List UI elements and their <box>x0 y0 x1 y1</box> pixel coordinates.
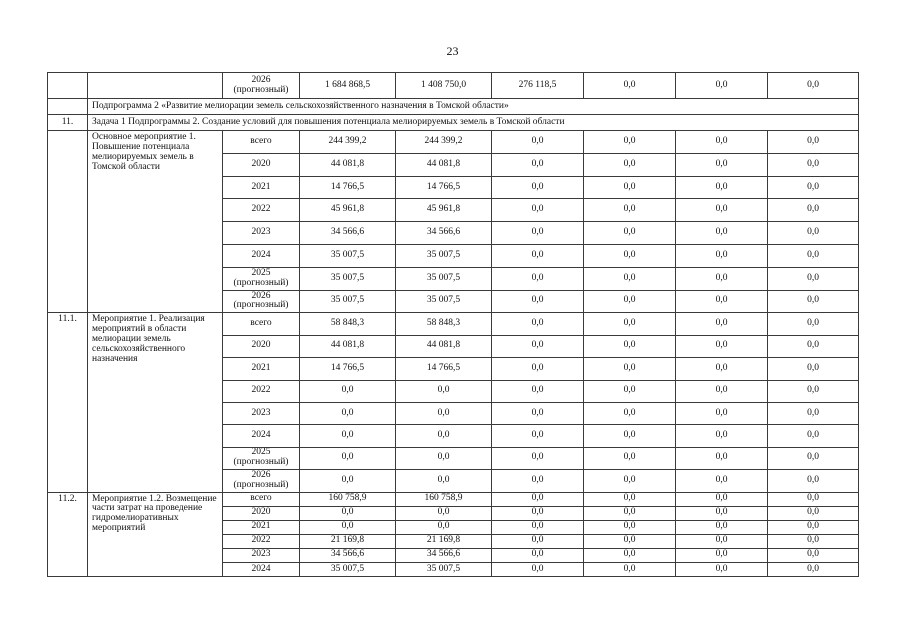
task-title: Задача 1 Подпрограммы 2. Создание условий для повышения потенциала мелиорируемых земель в Томской области <box>88 115 859 131</box>
value-cell: 0,0 <box>584 290 676 313</box>
value-cell: 0,0 <box>676 470 768 492</box>
value-cell: 44 081,8 <box>300 335 396 357</box>
table-row <box>48 73 859 99</box>
value-cell: 0,0 <box>492 358 584 380</box>
value-cell: 0,0 <box>492 447 584 469</box>
value-cell: 0,0 <box>396 402 492 424</box>
item-number <box>48 131 88 313</box>
value-cell: 45 961,8 <box>300 199 396 222</box>
value-cell: 21 169,8 <box>300 534 396 548</box>
number-cell <box>48 99 88 115</box>
value-cell: 0,0 <box>768 267 859 290</box>
year-cell: 2022 <box>223 534 300 548</box>
value-cell: 35 007,5 <box>396 290 492 313</box>
value-cell: 0,0 <box>768 358 859 380</box>
task-row <box>48 115 859 131</box>
value-cell: 0,0 <box>768 380 859 402</box>
value-cell: 0,0 <box>300 447 396 469</box>
value-cell: 0,0 <box>768 520 859 534</box>
value-cell: 0,0 <box>584 470 676 492</box>
value-cell: 0,0 <box>768 506 859 520</box>
value-cell: 0,0 <box>768 153 859 176</box>
table-row <box>48 313 859 335</box>
value-cell: 0,0 <box>492 402 584 424</box>
value-cell: 160 758,9 <box>300 492 396 506</box>
value-cell: 35 007,5 <box>300 267 396 290</box>
value-cell: 0,0 <box>768 335 859 357</box>
value-cell: 0,0 <box>676 562 768 576</box>
value-cell: 0,0 <box>676 267 768 290</box>
value-cell: 0,0 <box>676 244 768 267</box>
value-cell: 21 169,8 <box>396 534 492 548</box>
value-cell: 0,0 <box>300 520 396 534</box>
table-row <box>48 492 859 506</box>
value-cell: 1 684 868,5 <box>300 73 396 99</box>
value-cell: 0,0 <box>584 176 676 199</box>
year-cell: 2024 <box>223 562 300 576</box>
value-cell: 0,0 <box>300 402 396 424</box>
value-cell: 14 766,5 <box>396 358 492 380</box>
page-number: 23 <box>446 44 459 58</box>
value-cell: 0,0 <box>396 506 492 520</box>
value-cell: 0,0 <box>676 506 768 520</box>
value-cell: 0,0 <box>492 267 584 290</box>
item-number: 11.1. <box>48 313 88 492</box>
value-cell: 0,0 <box>492 153 584 176</box>
value-cell: 0,0 <box>676 548 768 562</box>
year-cell: 2024 <box>223 244 300 267</box>
value-cell: 244 399,2 <box>300 131 396 154</box>
year-cell: 2025 (прогнозный) <box>223 267 300 290</box>
task-number: 11. <box>48 115 88 131</box>
value-cell: 0,0 <box>300 470 396 492</box>
value-cell: 0,0 <box>492 244 584 267</box>
year-cell: 2022 <box>223 199 300 222</box>
value-cell: 0,0 <box>676 153 768 176</box>
value-cell: 0,0 <box>492 222 584 245</box>
value-cell: 0,0 <box>584 447 676 469</box>
value-cell: 0,0 <box>768 534 859 548</box>
value-cell: 0,0 <box>492 199 584 222</box>
value-cell: 160 758,9 <box>396 492 492 506</box>
value-cell: 0,0 <box>768 199 859 222</box>
value-cell: 0,0 <box>768 548 859 562</box>
value-cell: 0,0 <box>492 506 584 520</box>
year-cell: 2020 <box>223 153 300 176</box>
value-cell: 0,0 <box>492 548 584 562</box>
value-cell: 0,0 <box>676 402 768 424</box>
value-cell: 35 007,5 <box>300 244 396 267</box>
value-cell: 0,0 <box>768 131 859 154</box>
year-cell: 2020 <box>223 335 300 357</box>
name-cell <box>88 73 223 99</box>
subprogram-row <box>48 99 859 115</box>
value-cell: 0,0 <box>768 425 859 447</box>
value-cell: 0,0 <box>676 380 768 402</box>
value-cell: 35 007,5 <box>396 267 492 290</box>
number-cell <box>48 73 88 99</box>
value-cell: 0,0 <box>768 470 859 492</box>
value-cell: 0,0 <box>492 562 584 576</box>
value-cell: 276 118,5 <box>492 73 584 99</box>
value-cell: 14 766,5 <box>396 176 492 199</box>
value-cell: 0,0 <box>584 380 676 402</box>
value-cell: 0,0 <box>492 380 584 402</box>
value-cell: 0,0 <box>492 335 584 357</box>
year-cell: всего <box>223 313 300 335</box>
subprogram-title: Подпрограмма 2 «Развитие мелиорации земель сельскохозяйственного назначения в Томской области» <box>88 99 859 115</box>
value-cell: 0,0 <box>768 562 859 576</box>
value-cell: 0,0 <box>768 447 859 469</box>
value-cell: 0,0 <box>584 534 676 548</box>
value-cell: 0,0 <box>396 470 492 492</box>
value-cell: 0,0 <box>676 534 768 548</box>
value-cell: 14 766,5 <box>300 358 396 380</box>
value-cell: 0,0 <box>584 402 676 424</box>
value-cell: 0,0 <box>300 425 396 447</box>
value-cell: 0,0 <box>584 153 676 176</box>
year-cell: 2022 <box>223 380 300 402</box>
value-cell: 0,0 <box>492 492 584 506</box>
value-cell: 0,0 <box>676 425 768 447</box>
value-cell: 0,0 <box>584 335 676 357</box>
table-row <box>48 131 859 154</box>
value-cell: 0,0 <box>768 313 859 335</box>
value-cell: 0,0 <box>396 380 492 402</box>
value-cell: 34 566,6 <box>396 222 492 245</box>
value-cell: 0,0 <box>396 447 492 469</box>
value-cell: 0,0 <box>676 520 768 534</box>
value-cell: 0,0 <box>584 73 676 99</box>
value-cell: 0,0 <box>676 290 768 313</box>
value-cell: 0,0 <box>584 131 676 154</box>
value-cell: 0,0 <box>492 176 584 199</box>
value-cell: 0,0 <box>492 131 584 154</box>
value-cell: 14 766,5 <box>300 176 396 199</box>
year-cell: 2026 (прогнозный) <box>223 290 300 313</box>
year-cell: всего <box>223 492 300 506</box>
value-cell: 0,0 <box>584 425 676 447</box>
value-cell: 34 566,6 <box>300 548 396 562</box>
value-cell: 0,0 <box>584 313 676 335</box>
value-cell: 0,0 <box>492 425 584 447</box>
value-cell: 0,0 <box>300 380 396 402</box>
value-cell: 35 007,5 <box>300 290 396 313</box>
item-name: Мероприятие 1.2. Возмещение части затрат на проведение гидромелиоративных мероприятий <box>88 492 223 577</box>
value-cell: 0,0 <box>584 267 676 290</box>
value-cell: 34 566,6 <box>300 222 396 245</box>
budget-table <box>47 72 859 577</box>
year-cell: всего <box>223 131 300 154</box>
value-cell: 44 081,8 <box>396 335 492 357</box>
value-cell: 35 007,5 <box>300 562 396 576</box>
value-cell: 0,0 <box>768 402 859 424</box>
value-cell: 0,0 <box>584 492 676 506</box>
value-cell: 0,0 <box>676 358 768 380</box>
value-cell: 244 399,2 <box>396 131 492 154</box>
value-cell: 0,0 <box>768 290 859 313</box>
value-cell: 45 961,8 <box>396 199 492 222</box>
value-cell: 0,0 <box>768 73 859 99</box>
year-cell: 2023 <box>223 402 300 424</box>
value-cell: 0,0 <box>676 222 768 245</box>
year-cell: 2026 (прогнозный) <box>223 470 300 492</box>
value-cell: 0,0 <box>584 506 676 520</box>
year-cell: 2024 <box>223 425 300 447</box>
value-cell: 0,0 <box>584 199 676 222</box>
value-cell: 0,0 <box>676 199 768 222</box>
value-cell: 0,0 <box>768 492 859 506</box>
value-cell: 0,0 <box>676 447 768 469</box>
value-cell: 0,0 <box>676 131 768 154</box>
item-number: 11.2. <box>48 492 88 577</box>
value-cell: 44 081,8 <box>396 153 492 176</box>
year-cell: 2025 (прогнозный) <box>223 447 300 469</box>
value-cell: 0,0 <box>584 244 676 267</box>
value-cell: 0,0 <box>676 335 768 357</box>
value-cell: 0,0 <box>492 534 584 548</box>
item-name: Мероприятие 1. Реализация мероприятий в области мелиорации земель сельскохозяйственного назначения <box>88 313 223 492</box>
value-cell: 0,0 <box>676 313 768 335</box>
value-cell: 0,0 <box>492 313 584 335</box>
value-cell: 0,0 <box>300 506 396 520</box>
value-cell: 0,0 <box>768 244 859 267</box>
value-cell: 35 007,5 <box>396 244 492 267</box>
value-cell: 0,0 <box>584 358 676 380</box>
year-cell: 2021 <box>223 176 300 199</box>
value-cell: 0,0 <box>676 73 768 99</box>
value-cell: 34 566,6 <box>396 548 492 562</box>
value-cell: 0,0 <box>768 222 859 245</box>
value-cell: 0,0 <box>584 222 676 245</box>
year-cell: 2026 (прогнозный) <box>223 73 300 99</box>
value-cell: 0,0 <box>584 548 676 562</box>
value-cell: 58 848,3 <box>300 313 396 335</box>
value-cell: 44 081,8 <box>300 153 396 176</box>
value-cell: 58 848,3 <box>396 313 492 335</box>
value-cell: 0,0 <box>492 290 584 313</box>
year-cell: 2023 <box>223 548 300 562</box>
value-cell: 0,0 <box>584 562 676 576</box>
year-cell: 2020 <box>223 506 300 520</box>
year-cell: 2021 <box>223 520 300 534</box>
value-cell: 0,0 <box>676 492 768 506</box>
value-cell: 0,0 <box>396 520 492 534</box>
value-cell: 0,0 <box>584 520 676 534</box>
value-cell: 0,0 <box>768 176 859 199</box>
year-cell: 2023 <box>223 222 300 245</box>
value-cell: 0,0 <box>492 470 584 492</box>
value-cell: 0,0 <box>492 520 584 534</box>
value-cell: 0,0 <box>396 425 492 447</box>
value-cell: 1 408 750,0 <box>396 73 492 99</box>
item-name: Основное мероприятие 1. Повышение потенциала мелиорируемых земель в Томской области <box>88 131 223 313</box>
year-cell: 2021 <box>223 358 300 380</box>
value-cell: 35 007,5 <box>396 562 492 576</box>
value-cell: 0,0 <box>676 176 768 199</box>
